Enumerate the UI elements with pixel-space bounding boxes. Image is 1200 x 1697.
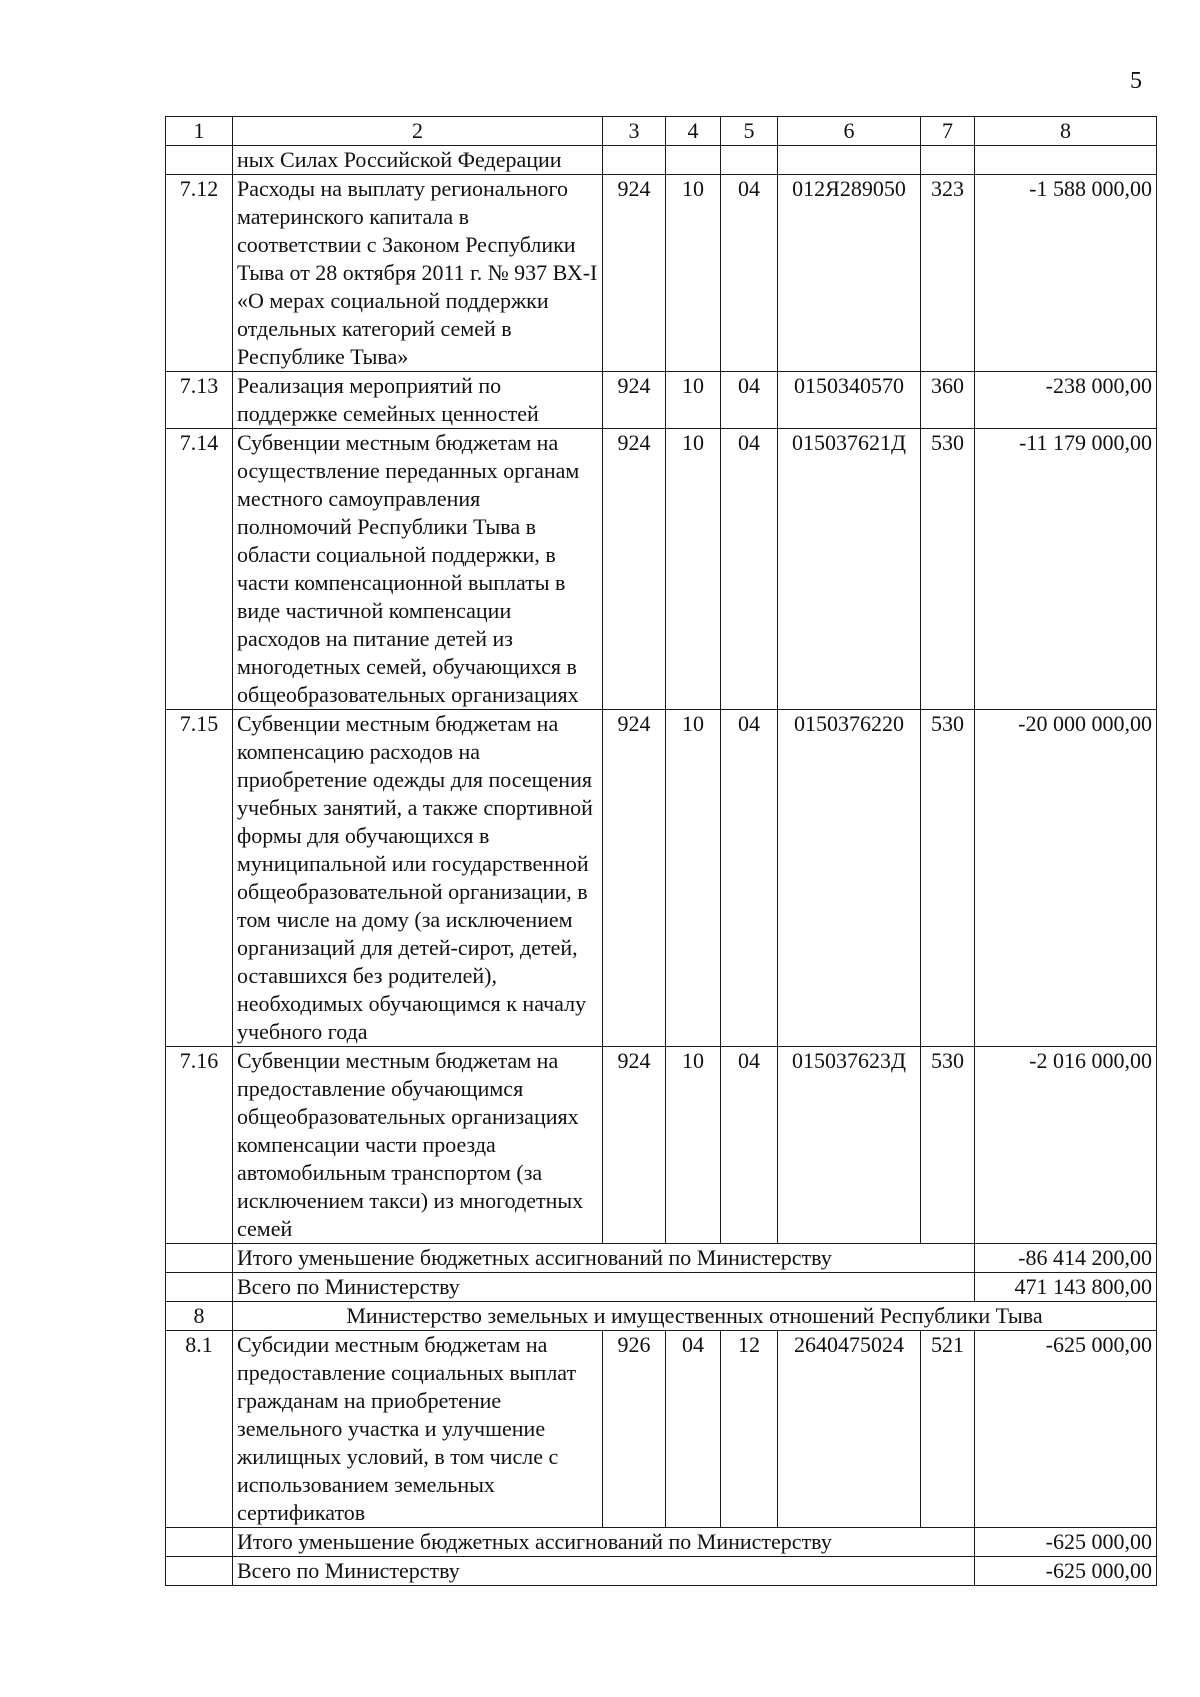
row-amount: -238 000,00 xyxy=(975,372,1157,429)
row-code-6: 0150340570 xyxy=(778,372,921,429)
header-cell: 4 xyxy=(666,117,721,146)
row-code-3: 924 xyxy=(603,429,666,710)
table-row xyxy=(166,1331,1157,1528)
row-code-3: 924 xyxy=(603,175,666,372)
row-number: 7.13 xyxy=(166,372,233,429)
row-code-6: 015037621Д xyxy=(778,429,921,710)
row-amount: -11 179 000,00 xyxy=(975,429,1157,710)
table-row xyxy=(166,710,1157,1047)
summary-row-decrease xyxy=(166,1244,1157,1273)
table-header-row xyxy=(166,117,1157,146)
row-description: Субвенции местным бюджетам на осуществление переданных органам местного самоуправления полномочий Республики Тыва в области социальной поддержки, в части компенсационной выплаты в виде частичной компенсации расходов на питание детей из многодетных семей, обучающихся в общеобразовательных организациях xyxy=(233,429,603,710)
row-description: Реализация мероприятий по поддержке семейных ценностей xyxy=(233,372,603,429)
row-code-6: 2640475024 xyxy=(778,1331,921,1528)
row-number: 7.14 xyxy=(166,429,233,710)
header-cell: 2 xyxy=(233,117,603,146)
table-row-continuation xyxy=(166,146,1157,175)
budget-table xyxy=(165,116,1157,1586)
row-code-7: 530 xyxy=(921,429,975,710)
summary-amount: -86 414 200,00 xyxy=(975,1244,1157,1273)
row-description: Субвенции местным бюджетам на предоставление обучающимся общеобразовательных организациях компенсации части проезда автомобильным транспортом (за исключением такси) из многодетных семей xyxy=(233,1047,603,1244)
section-title: Министерство земельных и имущественных отношений Республики Тыва xyxy=(233,1302,1157,1331)
section-heading-row xyxy=(166,1302,1157,1331)
header-cell: 1 xyxy=(166,117,233,146)
row-code-5: 04 xyxy=(721,710,778,1047)
row-code-6: 012Я289050 xyxy=(778,175,921,372)
row-description: Расходы на выплату регионального материнского капитала в соответствии с Законом Республики Тыва от 28 октября 2011 г. № 937 ВХ-I «О мерах социальной поддержки отдельных категорий семей в Республике Тыва» xyxy=(233,175,603,372)
summary-amount: -625 000,00 xyxy=(975,1528,1157,1557)
row-code-3: 926 xyxy=(603,1331,666,1528)
row-code-4: 10 xyxy=(666,429,721,710)
row-code-4: 10 xyxy=(666,710,721,1047)
row-code-5: 12 xyxy=(721,1331,778,1528)
row-code-3: 924 xyxy=(603,1047,666,1244)
row-amount: -2 016 000,00 xyxy=(975,1047,1157,1244)
row-code-5: 04 xyxy=(721,175,778,372)
row-code-6: 015037623Д xyxy=(778,1047,921,1244)
table-row xyxy=(166,175,1157,372)
table-row xyxy=(166,429,1157,710)
header-cell: 8 xyxy=(975,117,1157,146)
continuation-text: ных Силах Российской Федерации xyxy=(233,146,603,175)
table-row xyxy=(166,372,1157,429)
row-code-4: 10 xyxy=(666,1047,721,1244)
row-code-5: 04 xyxy=(721,1047,778,1244)
row-code-7: 530 xyxy=(921,1047,975,1244)
row-code-4: 10 xyxy=(666,372,721,429)
row-number: 7.15 xyxy=(166,710,233,1047)
row-code-7: 323 xyxy=(921,175,975,372)
summary-row-total xyxy=(166,1273,1157,1302)
row-amount: -1 588 000,00 xyxy=(975,175,1157,372)
row-code-4: 04 xyxy=(666,1331,721,1528)
header-cell: 7 xyxy=(921,117,975,146)
section-number: 8 xyxy=(166,1302,233,1331)
row-number: 7.12 xyxy=(166,175,233,372)
row-amount: -625 000,00 xyxy=(975,1331,1157,1528)
row-code-6: 0150376220 xyxy=(778,710,921,1047)
page-number: 5 xyxy=(1130,68,1142,94)
row-number: 7.16 xyxy=(166,1047,233,1244)
row-code-5: 04 xyxy=(721,429,778,710)
header-cell: 6 xyxy=(778,117,921,146)
summary-label: Всего по Министерству xyxy=(233,1557,975,1586)
row-code-3: 924 xyxy=(603,372,666,429)
row-code-4: 10 xyxy=(666,175,721,372)
summary-amount: 471 143 800,00 xyxy=(975,1273,1157,1302)
row-description: Субсидии местным бюджетам на предоставление социальных выплат гражданам на приобретение земельного участка и улучшение жилищных условий, в том числе с использованием земельных сертификатов xyxy=(233,1331,603,1528)
row-code-7: 530 xyxy=(921,710,975,1047)
summary-row-decrease xyxy=(166,1528,1157,1557)
summary-row-total xyxy=(166,1557,1157,1586)
header-cell: 5 xyxy=(721,117,778,146)
row-number: 8.1 xyxy=(166,1331,233,1528)
summary-amount: -625 000,00 xyxy=(975,1557,1157,1586)
row-code-7: 360 xyxy=(921,372,975,429)
row-amount: -20 000 000,00 xyxy=(975,710,1157,1047)
row-code-7: 521 xyxy=(921,1331,975,1528)
summary-label: Всего по Министерству xyxy=(233,1273,975,1302)
row-description: Субвенции местным бюджетам на компенсацию расходов на приобретение одежды для посещения учебных занятий, а также спортивной формы для обучающихся в муниципальной или государственной общеобразовательной организации, в том числе на дому (за исключением организаций для детей-сирот, детей, оставшихся без родителей), необходимых обучающимся к началу учебного года xyxy=(233,710,603,1047)
summary-label: Итого уменьшение бюджетных ассигнований по Министерству xyxy=(233,1528,975,1557)
summary-label: Итого уменьшение бюджетных ассигнований по Министерству xyxy=(233,1244,975,1273)
row-code-5: 04 xyxy=(721,372,778,429)
header-cell: 3 xyxy=(603,117,666,146)
row-code-3: 924 xyxy=(603,710,666,1047)
table-row xyxy=(166,1047,1157,1244)
